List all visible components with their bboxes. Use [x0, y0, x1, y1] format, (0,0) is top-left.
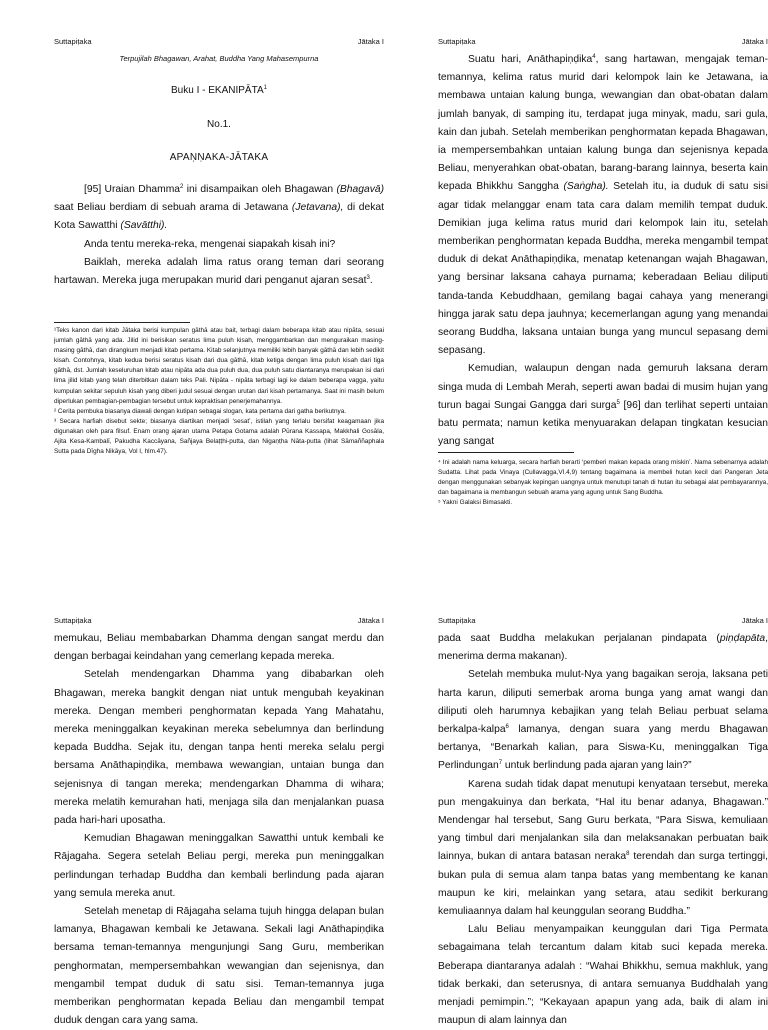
header-right: Jātaka I: [357, 616, 384, 625]
paragraph: Lalu Beliau menyampaikan keunggulan dari Tiga Permata sebagaimana telah tercantum dalam kitab suci kepada mereka. Beberapa diantaranya adalah : “Wahai Bhikkhu, semua makhluk, yang tidak berkaki, dan seterusnya, di antara semuanya Buddhalah yang menjadi pemimpin.”; “Kekayaan apapun yang ada, baik di alam ini maupun di alam lainnya dan: [438, 924, 768, 1027]
footnote-1: ¹Teks kanon dari kitab Jātaka berisi kumpulan gāthā atau bait, terbagi dalam beberapa kitab atau nipāta, sesuai jumlah gāthā yang ada. Jilid ini berisikan seratus lima puluh kisah, menggambarkan dan menguraikan masing-masing gāthā, dan dirangkum menjadi kitab pertama. Kitab selanjutnya memiliki lebih banyak gāthā dan lebih sedikit kisah. Contohnya, kitab kedua berisi seratus kisah dari dua gāthā, kitab ketiga dengan lima puluh kisah dari tiga gāthā, dst. Jumlah keseluruhan kitab atau nipāta ada dua puluh dua, dua puluh satu diantaranya merupakan isi dari lima jilid kitab yang telah diterbitkan dalam teks Pali. Nipāta - nipāta terbagi lagi ke dalam beberapa vagga, yaitu kumpulan sekitar sepuluh kisah yang diberi judul sesuai dengan urutan dari kisah pertamanya. Saat ini masih belum diperlukan pembagian-pembagian tersebut untuk kepraktisan penerjemahannya.: [54, 327, 384, 405]
book-heading: Buku I - EKANIPĀTA$^1$: [171, 85, 267, 96]
paragraph: Anda tentu mereka-reka, mengenai siapakah kisah ini?: [84, 238, 336, 250]
paragraph: Setelah membuka mulut-Nya yang bagaikan seroja, laksana peti harta karun, diliputi semerbak aroma bunga yang amat wangi dan diliputi oleh harumnya kebajikan yang telah Beliau perbuat selama berkalpa-kalpa$^6$ lamanya, dengan suara yang merdu Bhagawan bertanya, “Benarkah kalian, para Siswa-Ku, meninggalkan Tiga Perlindungan$^7$ untuk berlindung pada ajaran yang lain?”: [438, 669, 768, 772]
paragraph: Kemudian Bhagawan meninggalkan Sawatthi untuk kembali ke Rājagaha. Segera setelah Beliau pergi, mereka pun meninggalkan perlindungan terhadap Buddha dan kembali berlindung pada ajaran yang semula mereka anut.: [54, 833, 384, 899]
footnote-rule: [54, 322, 190, 323]
running-header: [438, 616, 768, 625]
paragraph: Kemudian, walaupun dengan nada gemuruh laksana deram singa muda di Lembah Merah, seperti awan badai di musim hujan yang turun bagai Sungai Gangga dari surga$^5$ [96] dan terlihat seperti untaian batu permata; namun ketika menyuarakan delapan tingkatan kesucian yang sangat: [438, 363, 768, 448]
page-2-body: [438, 51, 768, 451]
page-2: [438, 0, 768, 510]
footnotes: [54, 326, 384, 457]
paragraph: Suatu hari, Anāthapiṇḍika$^4$, sang hartawan, mengajak teman-temannya, kelima ratus murid dari kelompok lain ke Jetawana, ia membawa untaian kalung bunga, wewangian dan obat-obatan dalam jumlah banyak, di samping itu, terdapat juga minyak, madu, sari gula, kain dan jubah. Setelah memberikan penghormatan kepada Bhagawan, ia mempersembahkan untaian kalung bunga dan sejenisnya kepada Beliau, menyerahkan obat-obatan, barang-barang lainnya, beserta kain kepada Bhikkhu Sanggha (Saṅgha). Setelah itu, ia duduk di satu sisi agar tidak melanggar enam tata cara dalam memilih tempat duduk. Demikian juga kelima ratus murid dari kelompok lain itu, setelah memberikan penghormatan kepada Buddha, mereka mengambil tempat duduk di dekat Anāthapiṇḍika, menatap ketenangan wajah Bhagawan, yang bersinar laksana cahaya purnama; keberadaan Beliau diliputi tanda-tanda Kebuddhaan, gemilang bagai cahaya yang menerangi hingga jarak satu depa jauhnya; kecemerlangan agung yang menandai seorang Buddha, laksana untaian bunga yang muncul sepasang demi sepasang.: [438, 54, 768, 357]
page-4-body: [438, 630, 768, 1030]
header-left: Suttapiṭaka: [54, 37, 92, 46]
footnote-rule: [438, 452, 574, 453]
jataka-title: APAṆṆAKA-JĀTAKA: [169, 152, 269, 163]
footnote-2: ² Cerita pembuka biasanya diawali dengan kutipan sebagai slogan, kata pertama dari gatha berikutnya.: [54, 407, 347, 415]
header-left: Suttapiṭaka: [438, 616, 476, 625]
running-header: [54, 616, 384, 625]
header-left: Suttapiṭaka: [438, 37, 476, 46]
dedication: Terpujilah Bhagawan, Arahat, Buddha Yang Mahasempurna: [119, 54, 319, 63]
header-right: Jātaka I: [741, 37, 768, 46]
footnote-5: ⁵ Yakni Galaksi Bimasakti.: [438, 499, 513, 507]
jataka-number: No.1.: [207, 119, 231, 130]
page-1: [54, 0, 384, 510]
running-header: [54, 37, 384, 46]
paragraph: Karena sudah tidak dapat menutupi kenyataan tersebut, mereka pun mengakuinya dan berkata, “Hal itu benar adanya, Bhagawan.” Mendengar hal tersebut, Sang Guru berkata, “Para Siswa, kemuliaan yang timbul dari menjalankan sila dan melaksanakan perbuatan baik lainnya, bukan di antara batasan neraka$^8$ terendah dan surga tertinggi, bukan pula di semua alam tanpa batas yang membentang ke kanan maupun ke kiri, melainkan yang setara, atau sedikit berkurang kemuliaannya dalam hal keunggulan seorang Buddha.”: [438, 778, 768, 918]
page-4: [438, 512, 768, 1027]
running-header: [438, 37, 768, 46]
footnote-4: ⁴ Ini adalah nama keluarga, secara harfiah berarti ‘pemberi makan kepada orang miskin’. Nama sebenarnya adalah Sudatta. Lihat pada Vinaya (Cullavagga,VI.4,9) tentang bagaimana ia membeli hutan kecil dari Pangeran Jeta dengan menggunakan sebanyak kepingan uangnya untuk menutupi tanah di hutan itu sebagai alat pembayarannya, dan bagaimana ia membangun sebuah arama yang agung untuk Sang Buddha.: [438, 459, 768, 497]
paragraph: memukau, Beliau membabarkan Dhamma dengan sangat merdu dan dengan berbagai keindahan yang cemerlang kepada mereka.: [54, 633, 384, 663]
paragraph: pada saat Buddha melakukan perjalanan pindapata (piṇḍapāta, menerima derma makanan).: [438, 633, 768, 663]
footnote-3: ³ Secara harfiah disebut sekte; biasanya diartikan menjadi ‘sesat’, istilah yang terlalu bersifat keagamaan jika digunakan oleh para filsuf. Enam orang ajaran utama Petapa Gotama adalah Pūrana Kassapa, Makkhali Gosāla, Ajita Kesa-Kambalī, Pakudha Kaccāyana, Sañjaya Belaṭṭhi-putta, dan Nigaṇṭha Nāta-putta (lihat Sāmaññaphala Sutta pada Dīgha Nikāya, Vol I, hlm.47).: [54, 417, 384, 456]
footnotes: [438, 458, 768, 508]
header-right: Jātaka I: [357, 37, 384, 46]
paragraph: Setelah mendengarkan Dhamma yang dibabarkan oleh Bhagawan, mereka bangkit dengan niat untuk mengubah keyakinan mereka. Dengan memberi penghormatan kepada Yang Mahatahu, mereka meninggalkan keyakinan mereka sebelumnya dan berlindung kepada Buddha. Sejak itu, dengan tanpa henti mereka selalu pergi bersama Anāthapiṇḍika, membawa wewangian, untaian bunga dan sejenisnya di tangan mereka; mendengarkan Dhamma di wihara; mereka melatih kemurahan hati, menjaga sila dan menjalankan puasa pada hari-hari uposatha.: [54, 669, 384, 827]
paragraph: Setelah menetap di Rājagaha selama tujuh hingga delapan bulan lamanya, Bhagawan kembali ke Jetawana. Sekali lagi Anāthapiṇḍika bersama teman-temannya mengunjungi Sang Guru, memberikan penghormatan, mempersembahkan wewangian dan sejenisnya, dan mengambil tempat duduk di satu sisi. Teman-temannya juga memberikan penghormatan kepada Beliau dan mengambil tempat duduk dengan cara yang sama.: [54, 906, 384, 1027]
page-1-body: [54, 181, 384, 290]
header-left: Suttapiṭaka: [54, 616, 92, 625]
page-3-body: [54, 630, 384, 1030]
header-right: Jātaka I: [741, 616, 768, 625]
page-3: [54, 512, 384, 1027]
paragraph: [95] Uraian Dhamma$^2$ ini disampaikan oleh Bhagawan (Bhagavā) saat Beliau berdiam di sebuah arama di Jetawana (Jetavana), di dekat Kota Sawatthi (Savātthi).: [54, 184, 385, 232]
paragraph: Baiklah, mereka adalah lima ratus orang teman dari seorang hartawan. Mereka juga merupakan murid dari penganut ajaran sesat$^3$.: [54, 256, 384, 287]
